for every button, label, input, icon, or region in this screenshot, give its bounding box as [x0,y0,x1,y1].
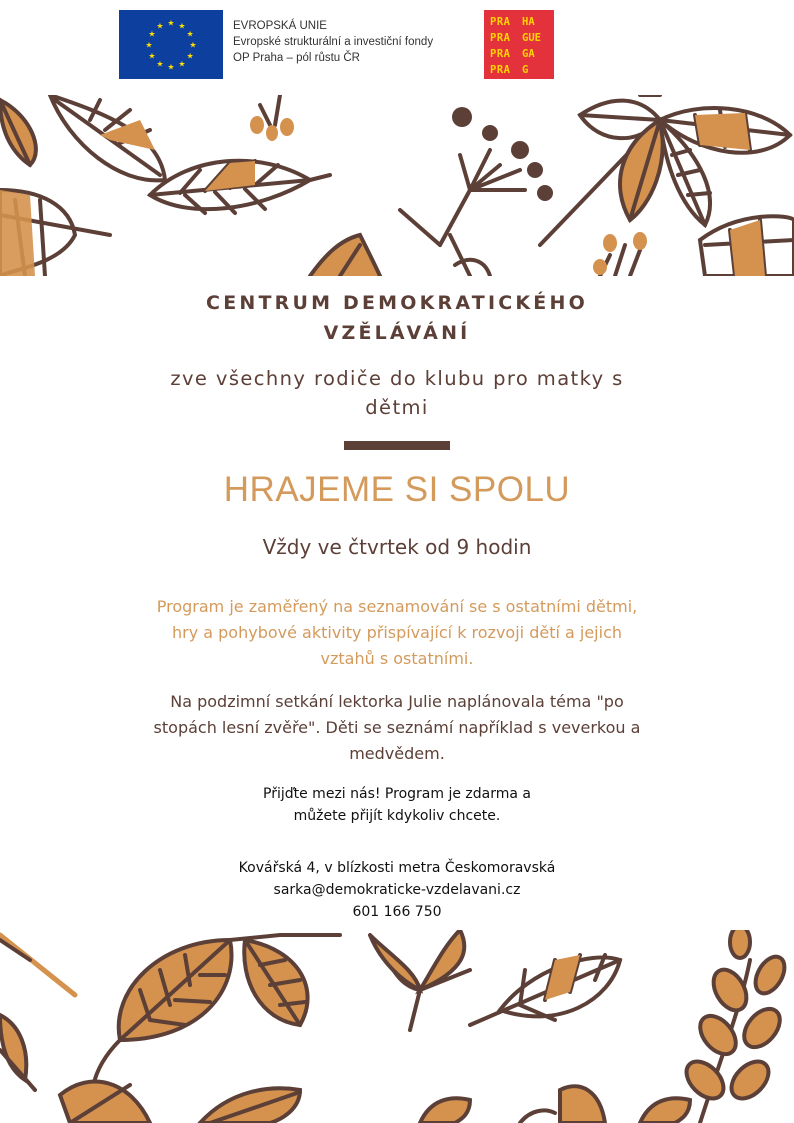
invite-line: zve všechny rodiče do klubu pro matky s [170,367,624,390]
eu-line: OP Praha – pól růstu ČR [233,52,360,64]
event-schedule: Vždy ve čtvrtek od 9 hodin [262,535,532,559]
join-invitation [0,783,794,827]
praha-text: PRA [490,48,511,60]
eu-star-icon: ★ [156,21,164,31]
invite-line: dětmi [365,396,429,419]
eu-star-icon: ★ [148,29,156,39]
divider-bar [344,441,450,450]
praha-text: PRA [490,16,511,28]
praha-text: PRA [490,64,511,76]
autumn-leaves-bottom-decoration [0,930,794,1123]
logo-bar [119,10,554,79]
org-line: CENTRUM DEMOKRATICKÉHO [206,292,588,314]
join-line: můžete přijít kdykoliv chcete. [293,808,501,824]
join-line: Přijďte mezi nás! Program je zdarma a [263,786,531,802]
eu-star-icon: ★ [145,40,153,50]
eu-line: Evropské strukturální a investiční fondy [233,36,434,48]
eu-flag-logo [119,10,223,79]
praha-text: G [522,64,529,76]
contact-phone[interactable]: 601 166 750 [352,904,442,920]
contact-email[interactable]: sarka@demokraticke-vzdelavani.cz [273,882,521,898]
contact-address: Kovářská 4, v blízkosti metra Českomoravská [238,860,556,876]
eu-text [233,18,433,66]
autumn-line: stopách lesní zvěře". Děti se seznámí například s veverkou a [153,718,641,737]
event-title: HRAJEME SI SPOLU [223,470,571,509]
eu-star-icon: ★ [189,40,197,50]
praha-text: GA [522,48,535,60]
eu-star-icon: ★ [167,18,175,28]
praha-text: PRA [490,32,511,44]
eu-star-icon: ★ [186,29,194,39]
autumn-line: Na podzimní setkání lektorka Julie naplánovala téma "po [170,692,624,711]
contact-info [0,857,794,923]
praha-text: GUE [522,32,541,44]
autumn-leaves-top-decoration [0,95,794,276]
program-description [0,594,794,672]
autumn-line: medvědem. [349,744,445,763]
eu-star-icon: ★ [178,21,186,31]
org-line: VZĚLÁVÁNÍ [323,322,471,344]
eu-line: EVROPSKÁ UNIE [233,20,327,32]
program-line: Program je zaměřený na seznamování se s ostatními dětmi, [156,597,638,616]
invitation-text [0,364,794,422]
program-line: hry a pohybové aktivity přispívající k rozvoji dětí a jejich [171,623,622,642]
eu-star-icon: ★ [167,62,175,72]
eu-star-icon: ★ [156,59,164,69]
autumn-session-description [0,689,794,767]
praha-text: HA [522,16,535,28]
eu-star-icon: ★ [178,59,186,69]
organization-name [0,288,794,348]
eu-star-icon: ★ [148,51,156,61]
praha-logo [484,10,554,79]
program-line: vztahů s ostatními. [320,649,474,668]
eu-star-icon: ★ [186,51,194,61]
